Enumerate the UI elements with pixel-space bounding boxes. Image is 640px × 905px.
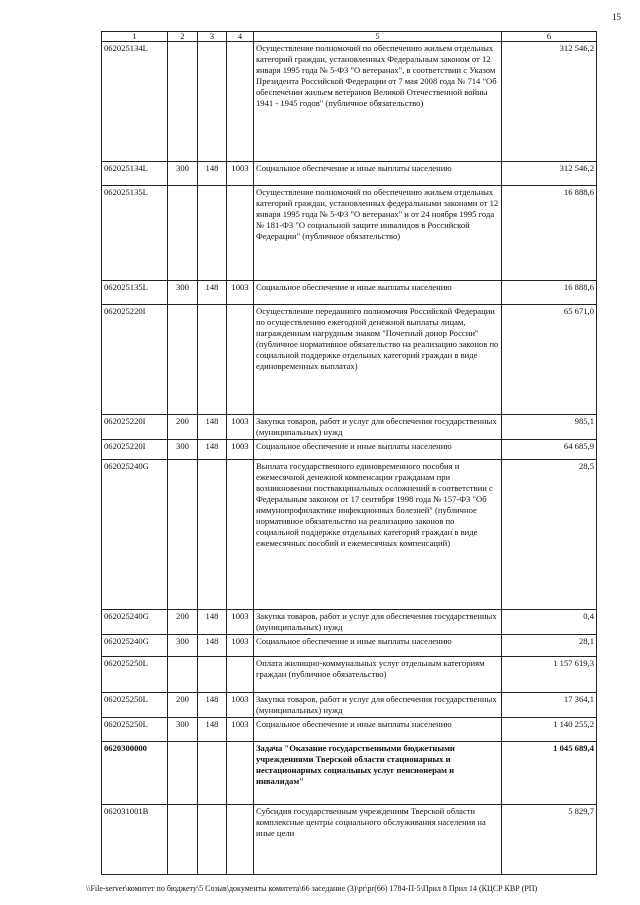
cell-chapter: 148 — [198, 610, 227, 635]
cell-kvr: 300 — [168, 718, 198, 742]
cell-chapter — [198, 305, 227, 415]
cell-kvr — [168, 805, 198, 875]
cell-description: Социальное обеспечение и иные выплаты населению — [254, 162, 502, 186]
cell-section: 1003 — [227, 610, 254, 635]
cell-amount: 5 829,7 — [502, 805, 597, 875]
cell-amount: 16 888,6 — [502, 281, 597, 305]
cell-code: 062031001B — [102, 805, 168, 875]
cell-section: 1003 — [227, 718, 254, 742]
cell-description: Социальное обеспечение и иные выплаты населению — [254, 718, 502, 742]
table-row — [102, 440, 597, 460]
cell-description: Осуществление полномочий по обеспечению жильем отдельных категорий граждан, установленных федеральными законами от 12 января 1995 года № 5-ФЗ "О ветеранах" и от 24 ноября 1995 года № 181-ФЗ "О социальной защите инвалидов в Российской Федерации" (публичное обязательство) — [254, 186, 502, 281]
cell-chapter: 148 — [198, 162, 227, 186]
cell-chapter — [198, 42, 227, 162]
cell-amount: 28,5 — [502, 460, 597, 610]
cell-kvr: 200 — [168, 693, 198, 718]
cell-description: Закупка товаров, работ и услуг для обеспечения государственных (муниципальных) нужд — [254, 693, 502, 718]
cell-amount: 0,4 — [502, 610, 597, 635]
cell-amount: 312 546,2 — [502, 42, 597, 162]
cell-amount: 1 140 255,2 — [502, 718, 597, 742]
table-row — [102, 415, 597, 440]
cell-code: 062025250L — [102, 718, 168, 742]
column-header: 6 — [502, 32, 597, 42]
cell-section — [227, 805, 254, 875]
cell-code: 062025250L — [102, 657, 168, 693]
table-row — [102, 281, 597, 305]
cell-section: 1003 — [227, 635, 254, 657]
cell-kvr — [168, 742, 198, 805]
cell-description: Субсидия государственным учреждениям Тверской области комплексные центры социального обслуживания населения на иные цели — [254, 805, 502, 875]
cell-code: 062025220I — [102, 415, 168, 440]
cell-amount: 985,1 — [502, 415, 597, 440]
cell-code: 062025220I — [102, 305, 168, 415]
table-row — [102, 305, 597, 415]
cell-chapter: 148 — [198, 281, 227, 305]
cell-description: Осуществление переданного полномочия Российской Федерации по осуществлению ежегодной денежной выплаты лицам, награжденным нагрудным знаком "Почетный донор России" (публичное нормативное обязательство на реализацию законов по социальной поддержке отдельных категорий граждан в виде единовременных выплатах) — [254, 305, 502, 415]
cell-description: Социальное обеспечение и иные выплаты населению — [254, 281, 502, 305]
cell-code: 062025135L — [102, 186, 168, 281]
cell-section — [227, 657, 254, 693]
cell-chapter: 148 — [198, 440, 227, 460]
column-header: 1 — [102, 32, 168, 42]
table-row — [102, 186, 597, 281]
header-row — [102, 32, 597, 42]
cell-description: Оплата жилищно-коммунальных услуг отдельным категориям граждан (публичное обязательство) — [254, 657, 502, 693]
table-row — [102, 635, 597, 657]
table-row — [102, 610, 597, 635]
cell-description: Социальное обеспечение и иные выплаты населению — [254, 635, 502, 657]
cell-code: 062025135L — [102, 281, 168, 305]
cell-section — [227, 186, 254, 281]
cell-chapter: 148 — [198, 718, 227, 742]
cell-kvr — [168, 657, 198, 693]
column-header: 3 — [198, 32, 227, 42]
cell-amount: 64 685,9 — [502, 440, 597, 460]
cell-chapter: 148 — [198, 415, 227, 440]
table-row — [102, 162, 597, 186]
cell-chapter: 148 — [198, 635, 227, 657]
cell-amount: 65 671,0 — [502, 305, 597, 415]
cell-section: 1003 — [227, 440, 254, 460]
cell-chapter — [198, 742, 227, 805]
cell-kvr: 300 — [168, 162, 198, 186]
cell-amount: 1 045 689,4 — [502, 742, 597, 805]
table-row — [102, 742, 597, 805]
cell-kvr: 300 — [168, 281, 198, 305]
cell-amount: 16 888,6 — [502, 186, 597, 281]
cell-description: Закупка товаров, работ и услуг для обеспечения государственных (муниципальных) нужд — [254, 415, 502, 440]
cell-description: Осуществление полномочий по обеспечению жильем отдельных категорий граждан, установленных Федеральным законом от 12 января 1995 года № 5-ФЗ "О ветеранах", в соответствии с Указом Президента Российской Федерации от 7 мая 2008 года № 714 "Об обеспечении жильем ветеранов Великой Отечественной войны 1941 - 1945 годов" (публичное обязательство) — [254, 42, 502, 162]
cell-code: 062025134L — [102, 42, 168, 162]
cell-chapter — [198, 186, 227, 281]
cell-code: 062025250L — [102, 693, 168, 718]
cell-kvr — [168, 460, 198, 610]
cell-kvr: 300 — [168, 635, 198, 657]
table-row — [102, 460, 597, 610]
cell-code: 062025240G — [102, 635, 168, 657]
table-row — [102, 657, 597, 693]
cell-description: Выплата государственного единовременного пособия и ежемесячной денежной компенсации гражданам при возникновении поствакцинальных осложнений в соответствии с Федеральным законом от 17 сентября 1998 года № 157-ФЗ "Об иммунопрофилактике инфекционных болезней" (публичное нормативное обязательство на реализацию законов по социальной поддержке отдельных категорий граждан в виде ежемесячных пособий и ежемесячных компенсаций) — [254, 460, 502, 610]
cell-chapter: 148 — [198, 693, 227, 718]
cell-chapter — [198, 657, 227, 693]
cell-description: Задача "Оказание государственными бюджетными учреждениями Тверской области стационарных и нестационарных социальных услуг пенсионерам и инвалидам" — [254, 742, 502, 805]
table-row — [102, 718, 597, 742]
cell-description: Закупка товаров, работ и услуг для обеспечения государственных (муниципальных) нужд — [254, 610, 502, 635]
cell-code: 0620300000 — [102, 742, 168, 805]
cell-section: 1003 — [227, 162, 254, 186]
cell-section — [227, 460, 254, 610]
cell-amount: 17 364,1 — [502, 693, 597, 718]
table-row — [102, 805, 597, 875]
cell-code: 062025220I — [102, 440, 168, 460]
cell-code: 062025134L — [102, 162, 168, 186]
cell-kvr — [168, 42, 198, 162]
file-path-footer: \\File-server\комитет по бюджету\5 Созыв\документы комитета\66 заседание (3)\pr\pr(66) 1784-П-5\Прил 8 Прил 14 (КЦСР КВР (РП) — [86, 884, 538, 893]
cell-description: Социальное обеспечение и иные выплаты населению — [254, 440, 502, 460]
cell-chapter — [198, 805, 227, 875]
budget-table — [101, 31, 597, 875]
cell-section — [227, 305, 254, 415]
cell-kvr: 300 — [168, 440, 198, 460]
column-header: 2 — [168, 32, 198, 42]
cell-code: 062025240G — [102, 610, 168, 635]
cell-code: 062025240G — [102, 460, 168, 610]
cell-amount: 28,1 — [502, 635, 597, 657]
cell-kvr: 200 — [168, 415, 198, 440]
cell-section — [227, 42, 254, 162]
cell-section: 1003 — [227, 415, 254, 440]
cell-amount: 1 157 619,3 — [502, 657, 597, 693]
column-header: 5 — [254, 32, 502, 42]
table-row — [102, 693, 597, 718]
cell-section — [227, 742, 254, 805]
cell-section: 1003 — [227, 281, 254, 305]
cell-kvr — [168, 305, 198, 415]
table-row — [102, 42, 597, 162]
cell-kvr: 200 — [168, 610, 198, 635]
column-header: 4 — [227, 32, 254, 42]
page-number: 15 — [612, 12, 621, 22]
cell-section: 1003 — [227, 693, 254, 718]
cell-amount: 312 546,2 — [502, 162, 597, 186]
cell-chapter — [198, 460, 227, 610]
cell-kvr — [168, 186, 198, 281]
